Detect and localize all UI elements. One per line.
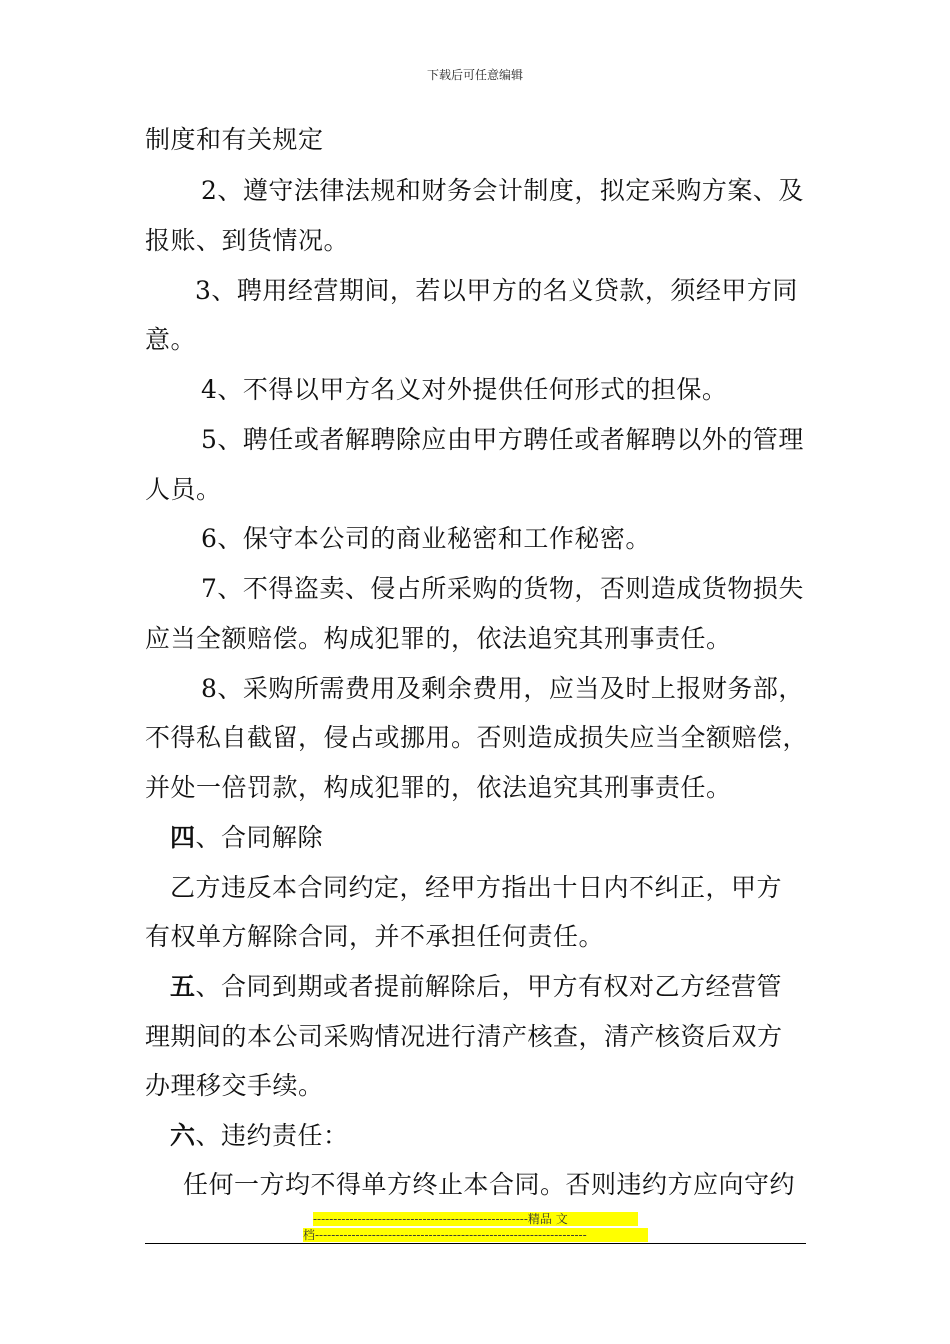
section-five-heading [170, 971, 782, 1003]
body-line-15: 乙方违反本合同约定，经甲方指出十日内不纠正，甲方 [170, 873, 783, 902]
section-six-number: 六 [170, 1121, 196, 1150]
body-line-3: 报账、到货情况。 [145, 226, 350, 255]
body-line-12: 8、采购所需费用及剩余费用，应当及时上报财务部， [201, 674, 804, 703]
section-six-title: 、违约责任： [195, 1121, 349, 1150]
body-line-9: 6、保守本公司的商业秘密和工作秘密。 [201, 524, 651, 553]
footer-watermark-line-2: 档------------------------------------------------------------------- [303, 1228, 648, 1242]
section-five-text: 、合同到期或者提前解除后，甲方有权对乙方经营管 [195, 972, 783, 1001]
section-five-number: 五 [170, 972, 196, 1001]
body-line-19: 任何一方均不得单方终止本合同。否则违约方应向守约 [183, 1170, 796, 1199]
body-line-14: 并处一倍罚款，构成犯罪的，依法追究其刑事责任。 [145, 773, 732, 802]
body-line-8: 人员。 [145, 475, 222, 504]
section-six-heading [170, 1120, 349, 1152]
section-four-heading [170, 822, 323, 854]
body-line-1: 制度和有关规定 [145, 125, 324, 154]
section-four-number: 四 [170, 823, 196, 852]
body-line-16: 有权单方解除合同，并不承担任何责任。 [145, 922, 605, 951]
body-line-11: 应当全额赔偿。构成犯罪的，依法追究其刑事责任。 [145, 624, 732, 653]
body-line-13: 不得私自截留，侵占或挪用。否则造成损失应当全额赔偿， [145, 723, 809, 752]
footer-rule [145, 1243, 806, 1244]
body-line-10: 7、不得盗卖、侵占所采购的货物，否则造成货物损失 [201, 574, 804, 603]
body-line-2: 2、遵守法律法规和财务会计制度，拟定采购方案、及 [201, 176, 804, 205]
body-line-5: 意。 [145, 325, 197, 354]
body-line-17: 理期间的本公司采购情况进行清产核查，清产核资后双方 [145, 1022, 783, 1051]
body-line-6: 4、不得以甲方名义对外提供任何形式的担保。 [201, 375, 728, 404]
page-header: 下载后可任意编辑 [426, 68, 523, 82]
body-line-18: 办理移交手续。 [145, 1071, 324, 1100]
footer-watermark-line-1: -----------------------------------------------------精品 文 [313, 1212, 638, 1226]
body-line-4: 3、聘用经营期间，若以甲方的名义贷款，须经甲方同 [195, 276, 798, 305]
body-line-7: 5、聘任或者解聘除应由甲方聘任或者解聘以外的管理 [201, 425, 804, 454]
section-four-title: 、合同解除 [195, 823, 324, 852]
